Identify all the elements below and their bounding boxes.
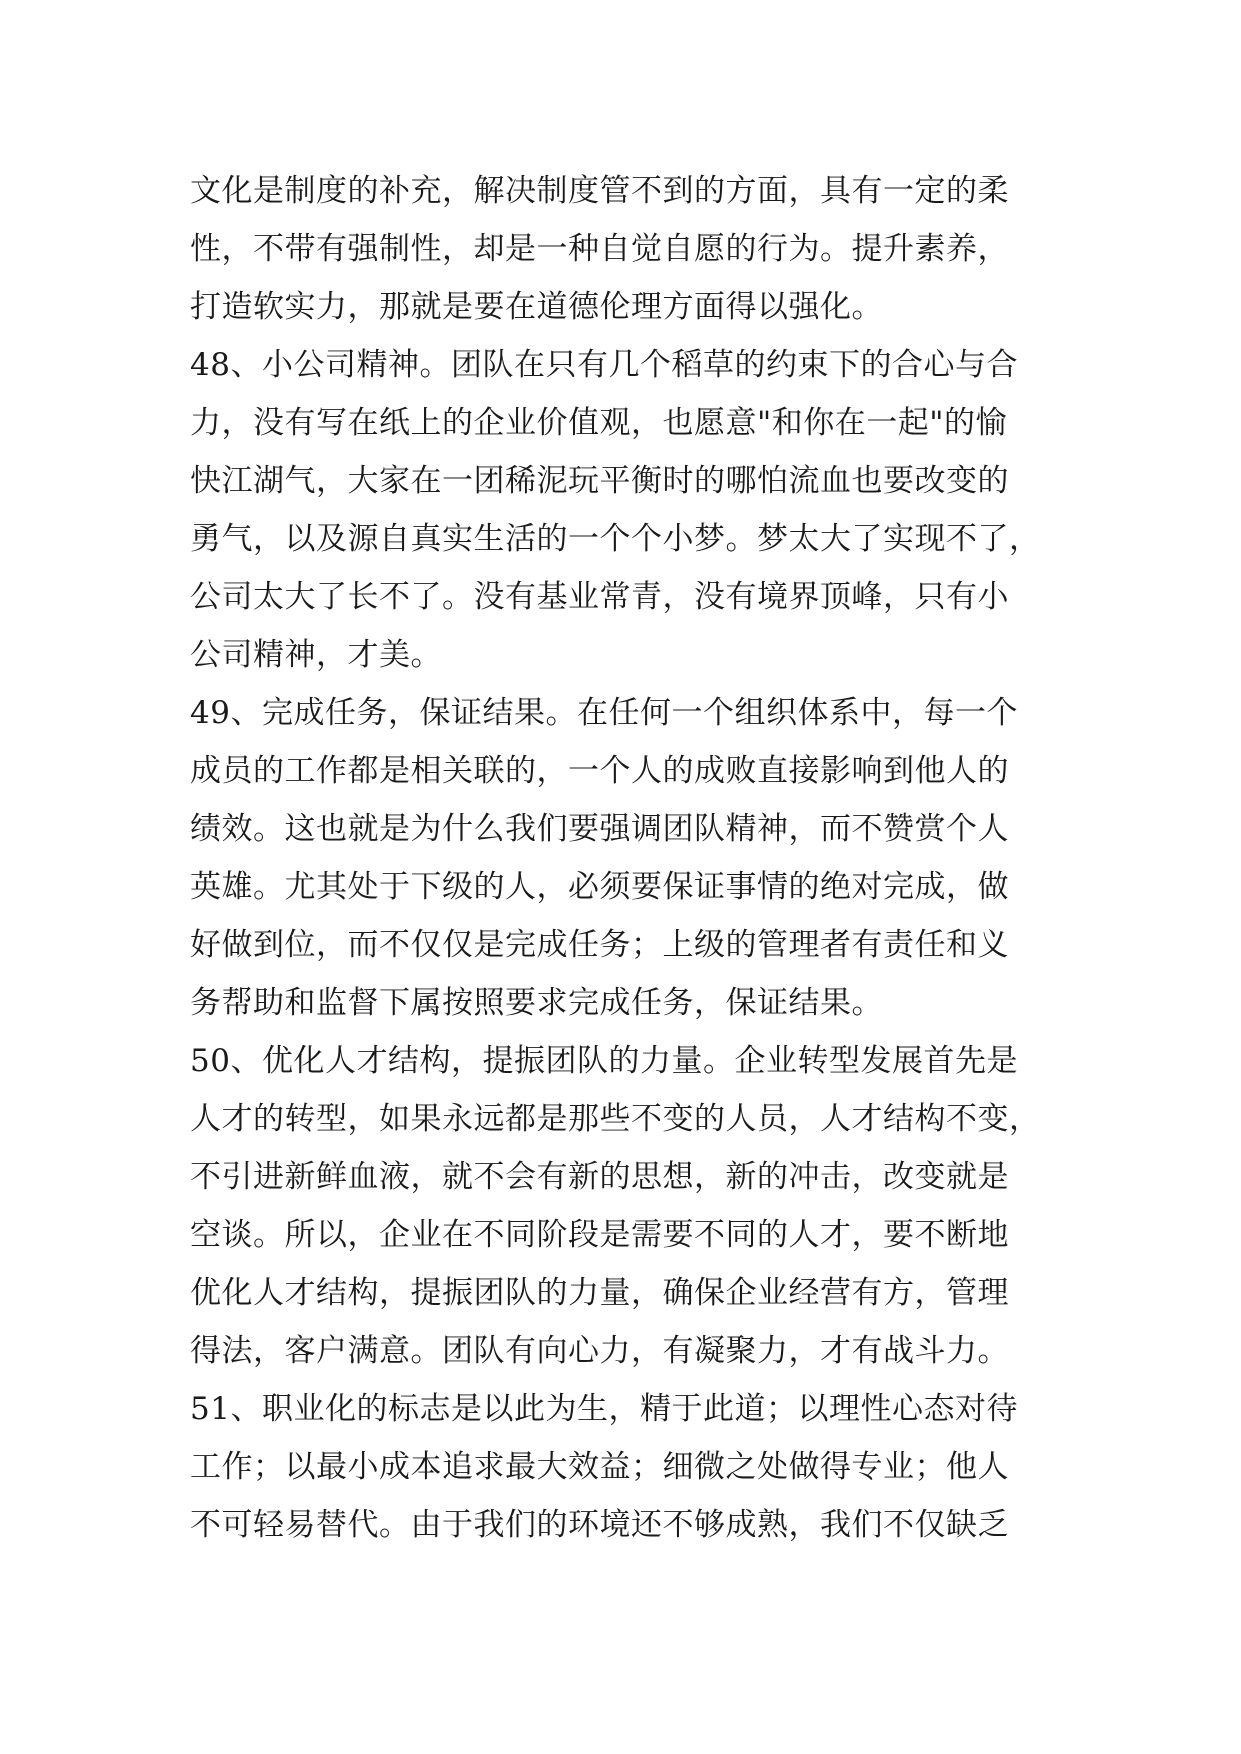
text-line: 50、优化人才结构，提振团队的力量。企业转型发展首先是 (190, 1043, 1018, 1079)
text-line: 不可轻易替代。由于我们的环境还不够成熟，我们不仅缺乏 (190, 1507, 1009, 1543)
text-line: 快江湖气，大家在一团稀泥玩平衡时的哪怕流血也要改变的 (190, 463, 1009, 499)
text-line: 优化人才结构，提振团队的力量，确保企业经营有方，管理 (190, 1275, 1009, 1311)
body-text (190, 162, 1070, 1554)
text-line: 勇气，以及源自真实生活的一个个小梦。梦太大了实现不了， (190, 521, 1041, 557)
text-line: 人才的转型，如果永远都是那些不变的人员，人才结构不变， (190, 1101, 1041, 1137)
text-line: 49、完成任务，保证结果。在任何一个组织体系中，每一个 (190, 695, 1018, 731)
text-line: 空谈。所以，企业在不同阶段是需要不同的人才，要不断地 (190, 1217, 1009, 1253)
text-line: 英雄。尤其处于下级的人，必须要保证事情的绝对完成，做 (190, 869, 1009, 905)
text-line: 务帮助和监督下属按照要求完成任务，保证结果。 (190, 985, 883, 1021)
text-line: 绩效。这也就是为什么我们要强调团队精神，而不赞赏个人 (190, 811, 1009, 847)
text-line: 好做到位，而不仅仅是完成任务；上级的管理者有责任和义 (190, 927, 1009, 963)
text-line: 51、职业化的标志是以此为生，精于此道；以理性心态对待 (190, 1391, 1018, 1427)
text-line: 力，没有写在纸上的企业价值观，也愿意"和你在一起"的愉 (190, 405, 1008, 441)
text-line: 不引进新鲜血液，就不会有新的思想，新的冲击，改变就是 (190, 1159, 1009, 1195)
text-line: 48、小公司精神。团队在只有几个稻草的约束下的合心与合 (190, 347, 1018, 383)
text-line: 性，不带有强制性，却是一种自觉自愿的行为。提升素养， (190, 231, 1009, 267)
text-line: 成员的工作都是相关联的，一个人的成败直接影响到他人的 (190, 753, 1009, 789)
text-line: 文化是制度的补充，解决制度管不到的方面，具有一定的柔 (190, 173, 1009, 209)
text-line: 打造软实力，那就是要在道德伦理方面得以强化。 (190, 289, 883, 325)
text-line: 公司精神，才美。 (190, 637, 442, 673)
text-line: 公司太大了长不了。没有基业常青，没有境界顶峰，只有小 (190, 579, 1009, 615)
text-line: 工作；以最小成本追求最大效益；细微之处做得专业；他人 (190, 1449, 1009, 1485)
text-line: 得法，客户满意。团队有向心力，有凝聚力，才有战斗力。 (190, 1333, 1009, 1369)
